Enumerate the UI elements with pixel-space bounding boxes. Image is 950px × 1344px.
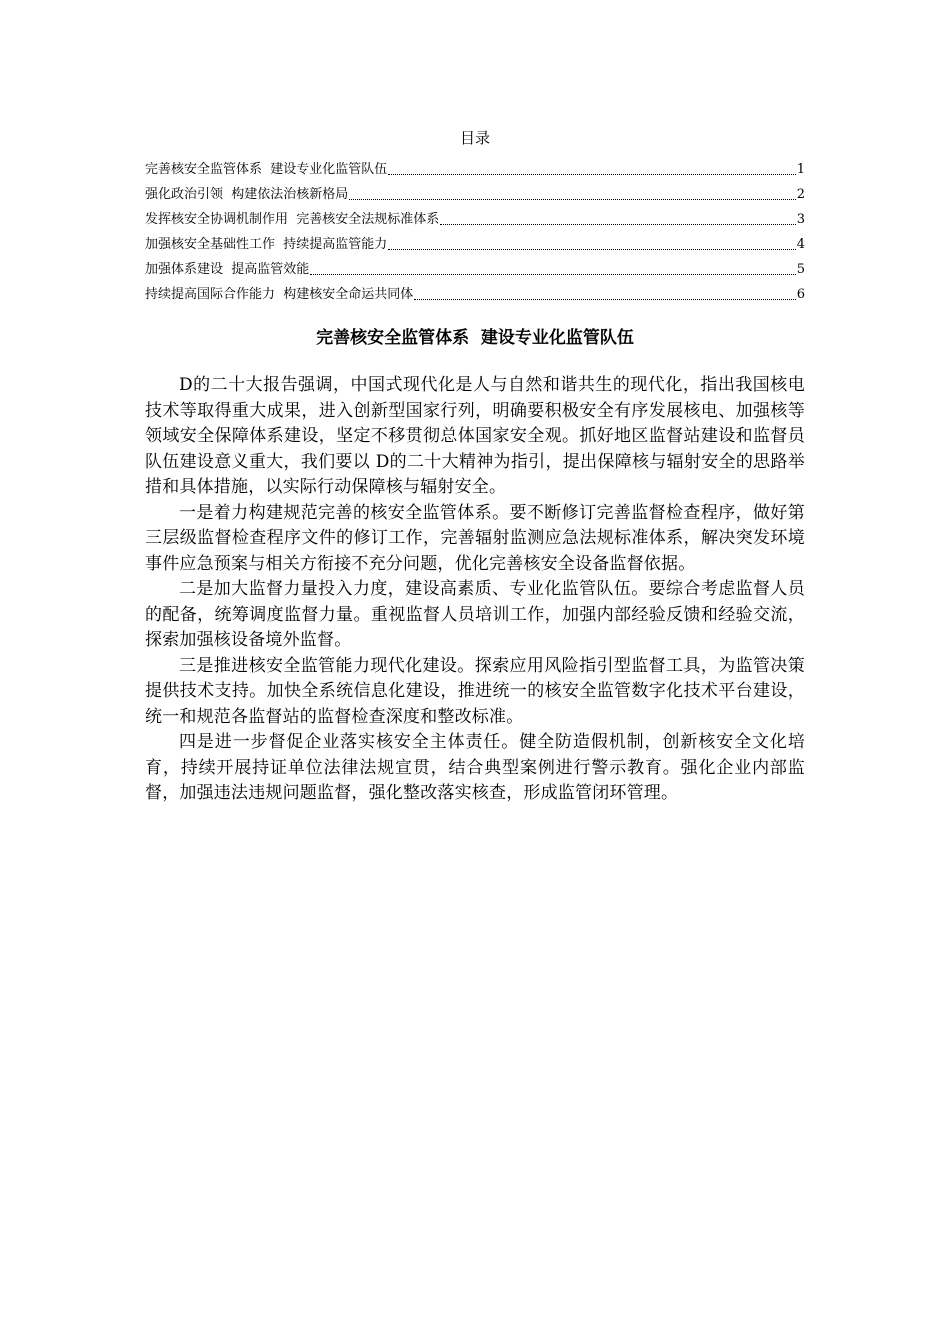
toc-page-number: 5 bbox=[796, 262, 805, 277]
toc-dot-leader bbox=[414, 298, 795, 300]
toc-title: 目录 bbox=[459, 129, 490, 147]
table-of-contents bbox=[145, 128, 805, 304]
body-paragraph: 三是推进核安全监管能力现代化建设。探索应用风险指引型监督工具，为监管决策提供技术支持。加快全系统信息化建设，推进统一的核安全监管数字化技术平台建设，统一和规范各监督站的监督检查深度和整改标准。 bbox=[145, 655, 805, 727]
toc-page-number: 4 bbox=[796, 237, 805, 252]
toc-page-number: 3 bbox=[796, 212, 805, 227]
toc-entry-text: 强化政治引领 构建依法治核新格局 bbox=[145, 187, 349, 202]
body-paragraph: 四是进一步督促企业落实核安全主体责任。健全防造假机制，创新核安全文化培育，持续开展持证单位法律法规宣贯，结合典型案例进行警示教育。强化企业内部监督，加强违法违规问题监督，强化整改落实核查，形成监管闭环管理。 bbox=[145, 732, 805, 803]
toc-page-number: 6 bbox=[796, 287, 805, 302]
body-paragraph: 一是着力构建规范完善的核安全监管体系。要不断修订完善监督检查程序，做好第三层级监督检查程序文件的修订工作，完善辐射监测应急法规标准体系，解决突发环境事件应急预案与相关方衔接不充分问题，优化完善核安全设备监督依据。 bbox=[145, 502, 805, 574]
toc-entry-text: 发挥核安全协调机制作用 完善核安全法规标准体系 bbox=[145, 212, 440, 227]
toc-entry[interactable] bbox=[145, 254, 805, 279]
toc-dot-leader bbox=[310, 273, 795, 275]
body-paragraph: D的二十大报告强调，中国式现代化是人与自然和谐共生的现代化，指出我国核电技术等取得重大成果，进入创新型国家行列，明确要积极安全有序发展核电、加强核等领域安全保障体系建设，坚定不移贯彻总体国家安全观。抓好地区监督站建设和监督员队伍建设意义重大，我们要以 D的二十大精神为指引，提出保障核与辐射安全的思路举措和具体措施，以实际行动保障核与辐射安全。 bbox=[145, 375, 805, 497]
toc-list bbox=[145, 154, 805, 304]
body-paragraph: 二是加大监督力量投入力度，建设高素质、专业化监管队伍。要综合考虑监督人员的配备，统筹调度监督力量。重视监督人员培训工作，加强内部经验反馈和经验交流，探索加强核设备境外监督。 bbox=[145, 579, 805, 650]
toc-dot-leader bbox=[388, 173, 795, 175]
toc-dot-leader bbox=[349, 198, 795, 200]
article-title: 完善核安全监管体系 建设专业化监管队伍 bbox=[316, 328, 634, 348]
toc-entry[interactable] bbox=[145, 179, 805, 204]
toc-entry-text: 加强核安全基础性工作 持续提高监管能力 bbox=[145, 237, 388, 252]
article-body bbox=[145, 373, 805, 807]
toc-dot-leader bbox=[440, 223, 795, 225]
toc-entry[interactable] bbox=[145, 154, 805, 179]
toc-dot-leader bbox=[388, 248, 795, 250]
toc-entry[interactable] bbox=[145, 229, 805, 254]
toc-entry-text: 持续提高国际合作能力 构建核安全命运共同体 bbox=[145, 287, 414, 302]
toc-entry-text: 完善核安全监管体系 建设专业化监管队伍 bbox=[145, 162, 388, 177]
toc-entry[interactable] bbox=[145, 279, 805, 304]
toc-page-number: 1 bbox=[796, 162, 805, 177]
toc-entry-text: 加强体系建设 提高监管效能 bbox=[145, 262, 310, 277]
toc-entry[interactable] bbox=[145, 204, 805, 229]
toc-page-number: 2 bbox=[796, 187, 805, 202]
